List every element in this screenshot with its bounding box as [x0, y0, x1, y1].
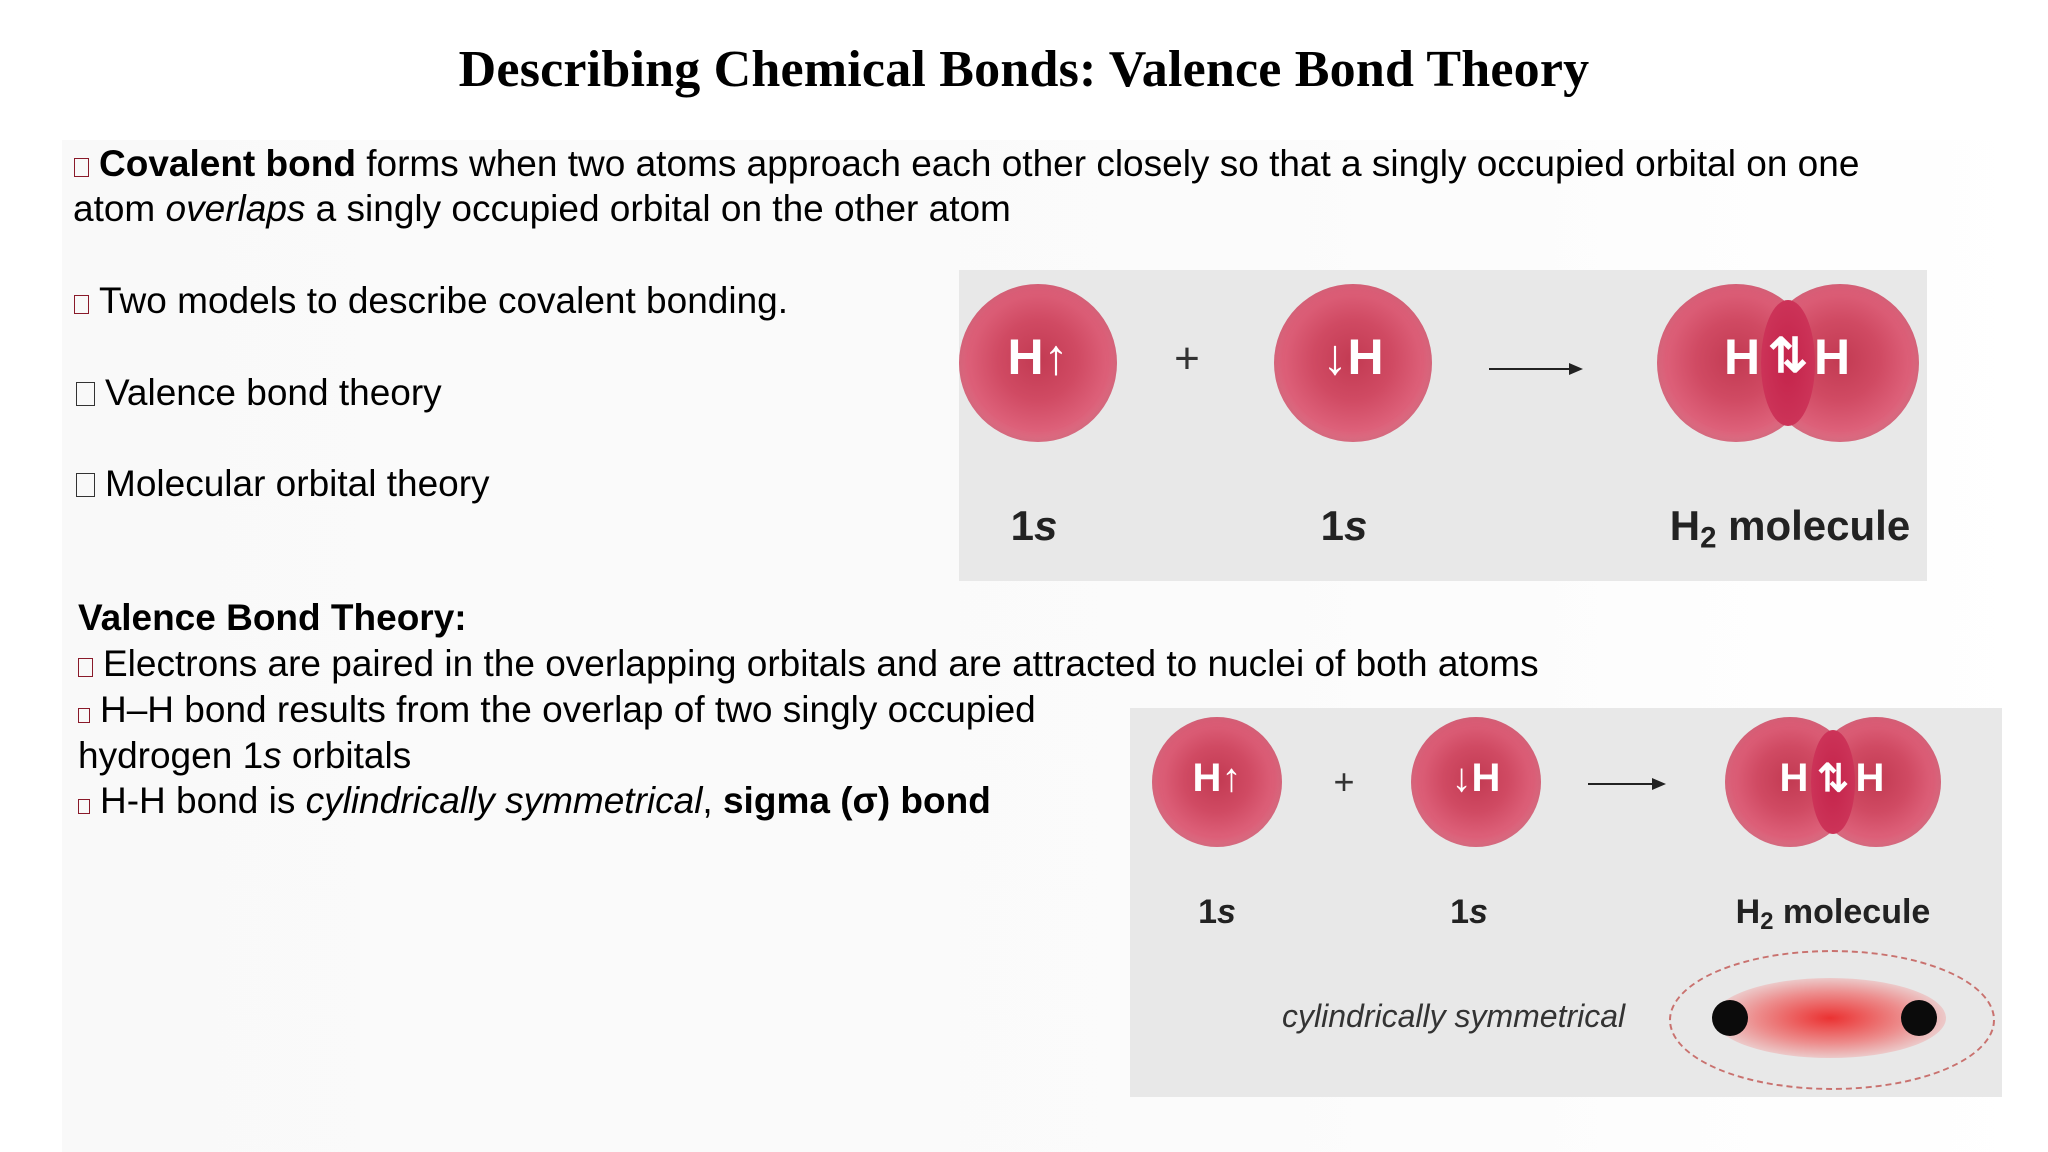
- h2-right-h: H: [1813, 329, 1851, 385]
- intro-text-2b: a singly occupied orbital on the other atom: [305, 188, 1011, 229]
- electron-pair-icon: ⇅: [1767, 330, 1809, 383]
- bullet-box-icon: [74, 295, 89, 314]
- nucleus-dot-icon: [1712, 1000, 1748, 1036]
- model-item-valence: [76, 370, 442, 416]
- reaction-arrow-line: [1489, 368, 1573, 370]
- models-heading: [74, 278, 788, 324]
- nucleus-dot-icon: [1901, 1000, 1937, 1036]
- atom2-label: ↓H: [1451, 756, 1501, 800]
- orbital-overlap-figure: [959, 270, 1927, 581]
- vbt-bullet-2-cont: hydrogen 1s orbitals: [78, 735, 412, 776]
- covalent-bond-term: Covalent bond: [99, 143, 356, 184]
- vbt-bullet-2: [78, 687, 1036, 733]
- label-1s: 1s: [1010, 502, 1058, 549]
- bullet-box-icon: [74, 158, 89, 177]
- reaction-arrow-head-icon: [1569, 363, 1583, 375]
- label-1s: 1s: [1320, 502, 1368, 549]
- sigma-bond-term: sigma (σ) bond: [722, 780, 991, 821]
- vbt-bullet-3: H-H bond is cylindrically symmetrical, sigma (σ) bond: [78, 778, 991, 824]
- label-1s: 1s: [1198, 893, 1236, 931]
- plus-sign: +: [1174, 334, 1200, 383]
- cylindrical-caption: cylindrically symmetrical: [1282, 998, 1626, 1034]
- vbt-heading: Valence Bond Theory:: [78, 597, 467, 638]
- intro-line-1: [74, 141, 1859, 187]
- electron-pair-icon: ⇅: [1817, 758, 1849, 800]
- bullet-box-icon: [78, 708, 90, 723]
- h2-left-h: H: [1779, 756, 1809, 800]
- vbt-bullet-1-text: Electrons are paired in the overlapping orbitals and are attracted to nuclei of both atoms: [103, 643, 1539, 684]
- label-1s: 1s: [1450, 893, 1488, 931]
- models-heading-text: Two models to describe covalent bonding.: [99, 280, 789, 321]
- model-item-molecular: [76, 461, 490, 507]
- label-h2-molecule: $H_2$ molecule: [1735, 893, 1931, 935]
- vbt-bullet-1: [78, 641, 1539, 687]
- h2-left-h: H: [1723, 329, 1761, 385]
- model-item-label: Molecular orbital theory: [105, 463, 490, 504]
- bullet-box-icon: [78, 799, 90, 814]
- sigma-bond-figure: [1130, 708, 2002, 1097]
- intro-text-2a: atom: [73, 188, 166, 229]
- bullet-box-icon: [76, 382, 95, 406]
- overlaps-term: overlaps: [165, 188, 306, 229]
- atom2-label: ↓H: [1322, 329, 1384, 385]
- vbt-bullet-2-text: H–H bond results from the overlap of two singly occupied: [100, 689, 1036, 730]
- model-item-label: Valence bond theory: [105, 372, 442, 413]
- plus-sign: +: [1333, 761, 1355, 802]
- atom1-label: H↑: [1192, 756, 1242, 800]
- bullet-box-icon: [76, 473, 95, 497]
- reaction-arrow-line: [1588, 783, 1656, 785]
- reaction-arrow-head-icon: [1652, 778, 1666, 790]
- h2-right-h: H: [1855, 756, 1885, 800]
- slide-title: Describing Chemical Bonds: Valence Bond Theory: [458, 41, 1590, 98]
- bullet-box-icon: [78, 658, 93, 677]
- label-h2-molecule: $H_2$ molecule: [1669, 502, 1911, 555]
- atom1-label: H↑: [1007, 329, 1069, 385]
- intro-line-2: [73, 186, 1011, 232]
- intro-text-1: forms when two atoms approach each other closely so that a singly occupied orbital on one: [355, 143, 1860, 184]
